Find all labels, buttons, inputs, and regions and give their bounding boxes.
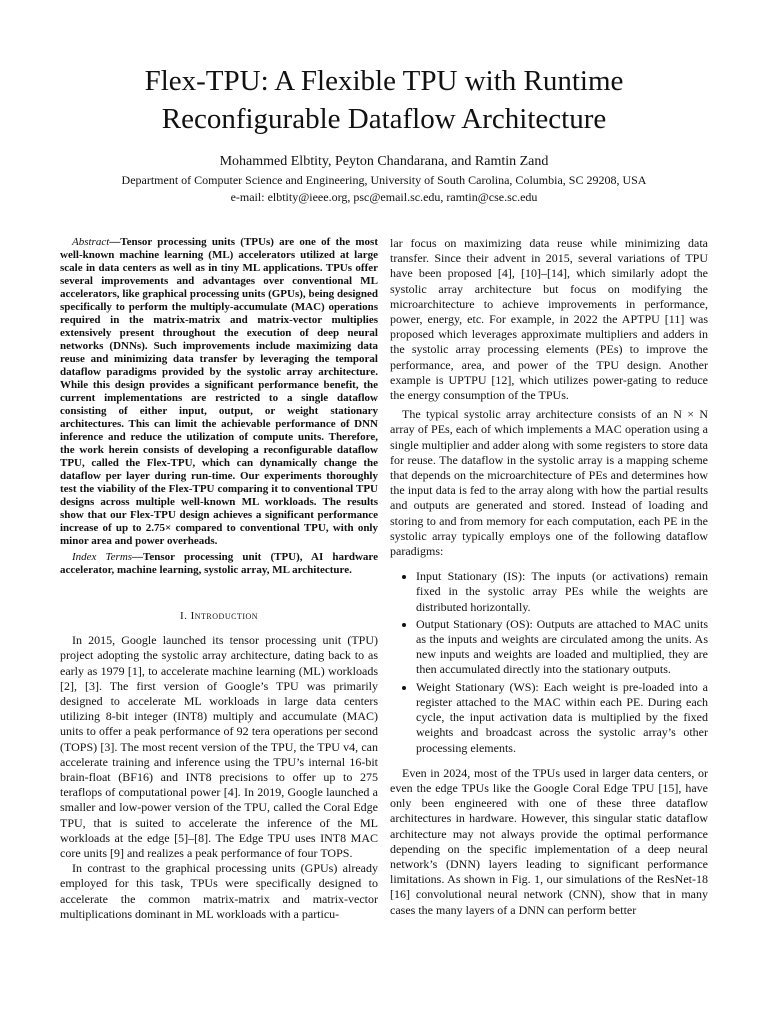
abstract-label: Abstract — [72, 236, 110, 248]
list-item-input-stationary: • Input Stationary (IS): The inputs (or activations) remain fixed in the systolic array PEs while the weights are distributed horizontally. — [416, 569, 708, 615]
abstract-text: —Tensor processing units (TPUs) are one of the most well-known machine learning (ML) accelerators utilized at large scale in data centers as well as in tiny ML applications. TPUs offer several improvements and advantages over conventional ML accelerators, like graphical processing units (GPUs), being designed specifically to perform the multiply-accumulate (MAC) operations required in the matrix-matrix and matrix-vector multiplies extensively present throughout the execution of deep neural networks (DNNs). Such improvements include maximizing data reuse and minimizing data transfer by leveraging the temporal dataflow paradigms provided by the systolic array architecture. While this design provides a significant performance benefit, the current implementations are restricted to a single dataflow consisting of either input, output, or weight stationary architectures. This can limit the achievable performance of DNN inference and reduce the utilization of compute units. Therefore, the work herein consists of developing a reconfigurable dataflow TPU, called the Flex-TPU, which can dynamically change the dataflow per layer during run-time. Our experiments thoroughly test the viability of the Flex-TPU comparing it to conventional TPU designs across multiple well-known ML workloads. The results show that our Flex-TPU design achieves a significant performance increase of up to 2.75× compared to conventional TPU, with only minor area and power overheads. — [60, 236, 378, 547]
affiliation-line: Department of Computer Science and Engineering, University of South Carolina, Columbia, SC 29208, USA — [121, 173, 647, 187]
section-heading-introduction: I. Introduction — [179, 610, 259, 622]
list-item-output-stationary: • Output Stationary (OS): Outputs are attached to MAC units as the inputs and weights are circulated among the units. As new inputs and weights are loaded and multiplied, they are then accumulated directly into the stationary outputs. — [416, 617, 708, 678]
intro-paragraph-3: lar focus on maximizing data reuse while minimizing data transfer. Since their advent in 2015, several variations of TPU have been proposed [4], [10]–[14], which similarly adopt the systolic array architecture but focus on modifying the microarchitecture to achieve improvements in performance, power, energy, etc. For example, in 2022 the APTPU [11] was proposed which leverages approximate multipliers and adders in the systolic array processing elements (PEs) to improve the performance, area, and power of the TPU design. Another example is UPTPU [12], which utilizes power-gating to reduce the energy consumption of the TPUs. — [390, 236, 708, 403]
index-terms-label: Index Terms — [72, 551, 133, 563]
intro-paragraph-1: In 2015, Google launched its tensor processing unit (TPU) project adopting the systolic array architecture, dating back to as early as 1979 [1], to accelerate machine learning (ML) workloads [2], [3]. The first version of Google’s TPU was primarily designed to accelerate ML workloads in large data centers utilizing 8-bit integer (INT8) multiply and accumulate (MAC) units to offer a peak performance of 92 tera operations per second (TOPS) [3]. The most recent version of the TPU, the TPU v4, can accelerate training and inference using the TPU’s internal 16-bit brain-float (BF16) and INT8 precisions to offer up to 275 teraflops of computational power [4]. In 2019, Google launched a smaller and low-power version of the TPU, called the Coral Edge TPU, that is suited to accelerate the inference of the ML workloads at the edge [5]–[8]. The Edge TPU uses INT8 MAC core units [9] and realizes a peak performance of four TOPS. — [60, 633, 378, 861]
right-column — [390, 236, 708, 918]
intro-paragraph-4: The typical systolic array architecture consists of an N × N array of PEs, each of which implements a MAC operation using a single multiplier and adder along with some registers to store data for reuse. The dataflow in the systolic array is a mapping scheme that depends on the microarchitecture of PEs and determines how the input data is fed to the array along with how the partial results and outputs are generated and stored. Instead of loading and storing to and from memory for each computation, each PE in the systolic array typically employs one of the following dataflow paradigms: — [390, 407, 708, 559]
left-column — [60, 236, 378, 922]
index-terms-text: —Tensor processing unit (TPU), AI hardware accelerator, machine learning, systolic array, ML architecture. — [60, 551, 378, 576]
index-terms — [60, 551, 378, 577]
affiliation-block — [40, 172, 728, 206]
paper-title: Flex-TPU: A Flexible TPU with Runtime Reconfigurable Dataflow Architecture — [144, 65, 624, 135]
intro-paragraph-5: Even in 2024, most of the TPUs used in larger data centers, or even the edge TPUs like the Google Coral Edge TPU [15], have only been engineered with one of these three dataflow architectures in hardware. However, this singular static dataflow architecture may not always provide the optimal performance depending on the specific implementation of a deep neural network’s (DNN) layers leading to significant performance limitations. As shown in Fig. 1, our simulations of the ResNet-18 [16] convolutional neural network (CNN), show that in many cases the many layers of a DNN can perform better — [390, 765, 708, 917]
author-list: Mohammed Elbtity, Peyton Chandarana, and Ramtin Zand — [219, 154, 549, 169]
intro-paragraph-2: In contrast to the graphical processing units (GPUs) already employed for this task, TPUs were specifically designed to accelerate the common matrix-matrix and matrix-vector multiplications dominant in ML workloads with a particu- — [60, 861, 378, 921]
dataflow-list — [390, 569, 708, 755]
email-line: e-mail: elbtity@ieee.org, psc@email.sc.edu, ramtin@cse.sc.edu — [230, 190, 538, 204]
abstract — [60, 236, 378, 548]
list-item-weight-stationary: • Weight Stationary (WS): Each weight is pre-loaded into a register attached to the MAC within each PE. During each cycle, the input activation data is multiplied by the fixed weights and broadcast across the systolic array’s other processing elements. — [416, 680, 708, 756]
